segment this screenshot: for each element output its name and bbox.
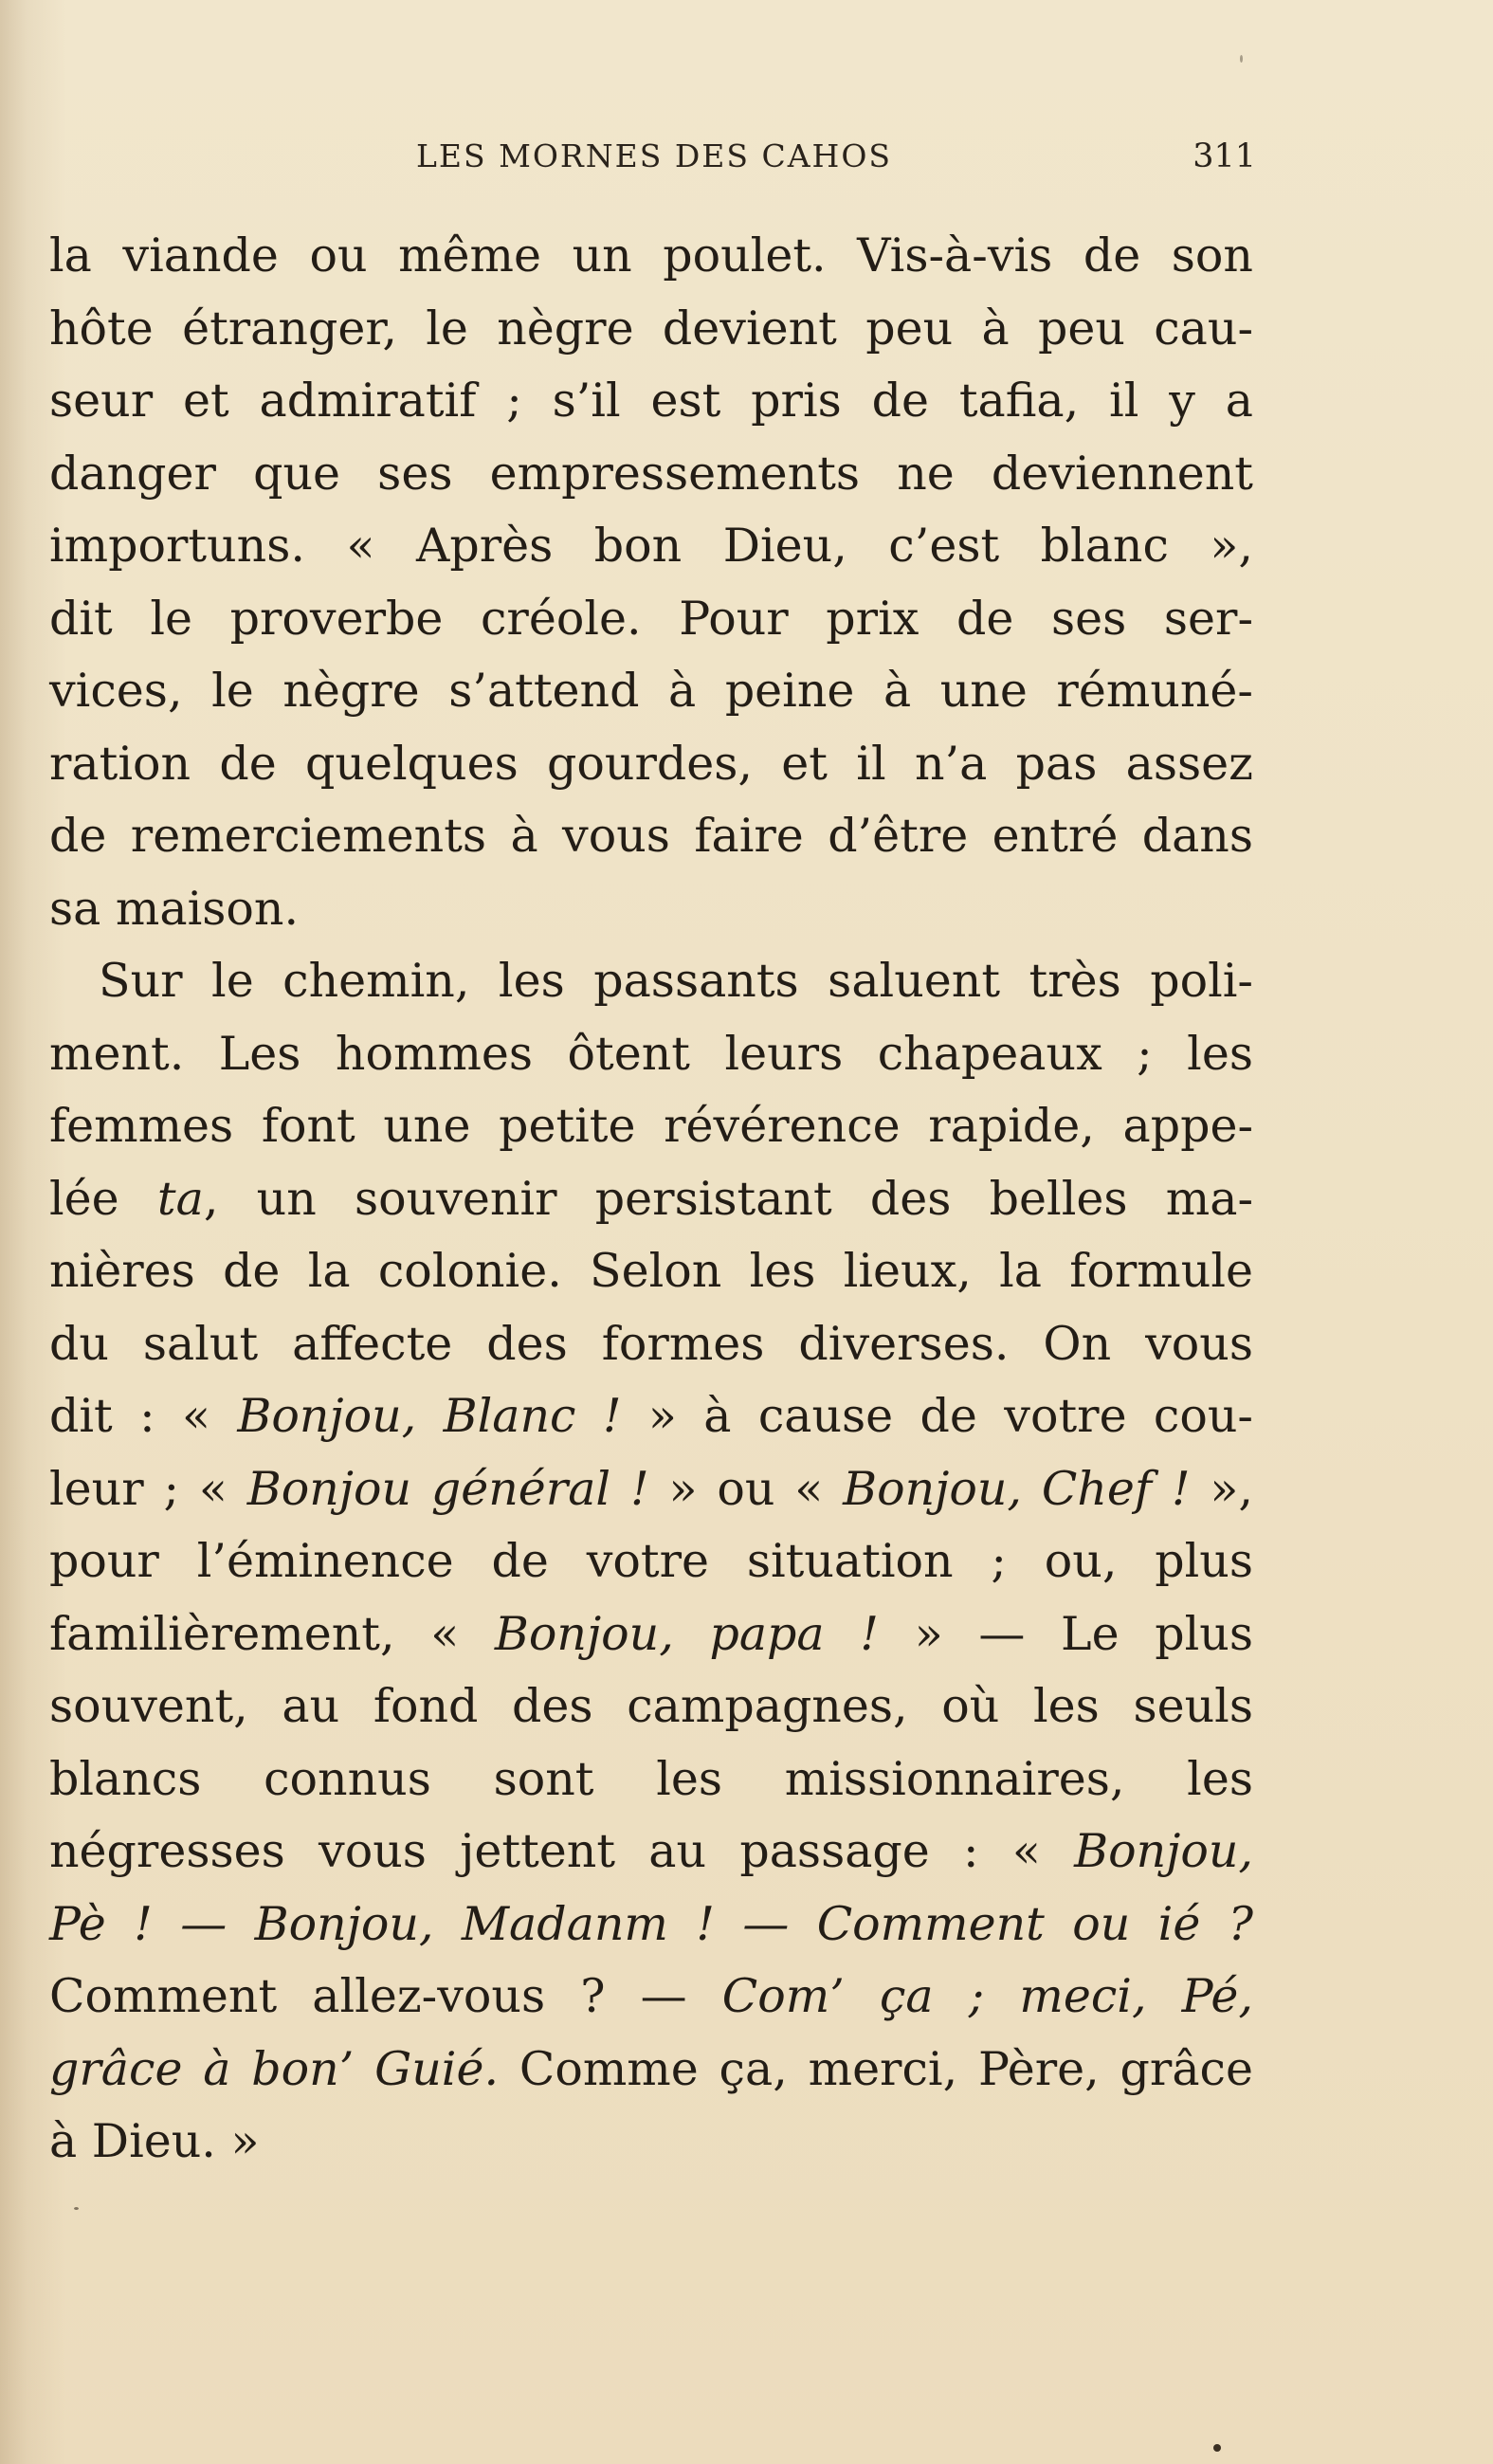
text-segment: pour l’éminence de votre situation ; ou, plus [49,1534,1253,1588]
text-line [49,293,1253,366]
text-line [49,1380,1253,1453]
text-line [49,1598,1253,1671]
text-segment: lée [49,1171,157,1226]
text-segment: , un souvenir persistant des belles ma- [203,1171,1254,1226]
body-text [49,220,1253,2179]
text-segment: » ou « [648,1461,844,1516]
italic-text: Bonjou, Chef ! [843,1461,1191,1516]
text-line [49,1090,1253,1163]
text-segment: sa maison. [49,881,300,936]
text-segment: Sur le chemin, les passants saluent très poli- [99,954,1253,1008]
text-line [49,1525,1253,1598]
running-title: LES MORNES DES CAHOS [415,137,893,174]
italic-text: Bonjou, [1074,1824,1253,1878]
text-segment: nières de la colonie. Selon les lieux, la formule [49,1244,1253,1298]
text-segment: », [1190,1461,1253,1516]
text-segment: familièrement, « [49,1606,495,1661]
italic-text: Bonjou, papa ! [494,1606,880,1661]
text-segment: » — Le plus [879,1606,1254,1661]
text-line [49,438,1253,511]
text-segment: de remerciements à vous faire d’être entré dans [49,809,1253,863]
italic-text: grâce à bon’ Guié. [49,2041,500,2096]
text-segment: leur ; « [49,1461,247,1516]
text-line [49,583,1253,656]
text-line [49,365,1253,438]
text-line [49,1018,1253,1091]
text-line [49,1453,1253,1526]
text-segment: ment. Les hommes ôtent leurs chapeaux ; les [49,1026,1253,1081]
text-line [49,1163,1253,1236]
text-segment: souvent, au fond des campagnes, où les seuls [49,1679,1253,1733]
text-segment: Comment allez-vous ? — [49,1969,722,2023]
text-line [49,1961,1253,2034]
text-segment: blancs connus sont les missionnaires, les [49,1751,1253,1806]
text-segment: du salut affecte des formes diverses. On vous [49,1316,1253,1371]
italic-text: Bonjou, Blanc ! [237,1389,622,1443]
italic-text: Com’ ça ; meci, Pé, [721,1969,1253,2023]
text-line [49,220,1253,293]
text-line [49,1743,1253,1816]
italic-text: Pè ! — Bonjou, Madanm ! — Comment ou ié ? [49,1896,1253,1951]
text-segment: négresses vous jettent au passage : « [49,1824,1075,1878]
text-segment: hôte étranger, le nègre devient peu à peu cau- [49,301,1253,356]
text-segment: Comme ça, merci, Père, grâce [499,2041,1253,2096]
text-line [49,2034,1253,2107]
text-line [49,1816,1253,1889]
text-line [49,873,1253,946]
text-segment: vices, le nègre s’attend à peine à une rémuné- [49,664,1253,718]
text-line [49,1235,1253,1308]
text-line [49,800,1253,873]
paper-speck [74,2207,79,2210]
text-line [49,510,1253,583]
text-segment: danger que ses empressements ne deviennent [49,446,1253,501]
text-line [49,1889,1253,1962]
text-line [49,1670,1253,1743]
text-segment: femmes font une petite révérence rapide, appe- [49,1099,1253,1153]
text-line [49,945,1253,1018]
text-line [49,1308,1253,1381]
text-segment: la viande ou même un poulet. Vis-à-vis de son [49,228,1253,283]
italic-text: Bonjou général ! [246,1461,649,1516]
paper-speck [1213,2444,1221,2452]
text-segment: importuns. « Après bon Dieu, c’est blanc », [49,519,1253,573]
page-number: 311 [1193,137,1256,175]
text-line [49,728,1253,801]
text-segment: » à cause de votre cou- [621,1389,1253,1443]
page-header [52,133,1256,180]
text-line [49,655,1253,728]
text-line [49,2106,1253,2179]
text-segment: dit le proverbe créole. Pour prix de ses ser- [49,591,1253,646]
italic-text: ta [156,1171,204,1226]
text-segment: dit : « [49,1389,238,1443]
text-segment: à Dieu. » [49,2114,260,2168]
text-segment: seur et admiratif ; s’il est pris de tafia, il y a [49,374,1253,428]
paper-speck [1240,55,1243,63]
text-segment: ration de quelques gourdes, et il n’a pas assez [49,736,1253,791]
